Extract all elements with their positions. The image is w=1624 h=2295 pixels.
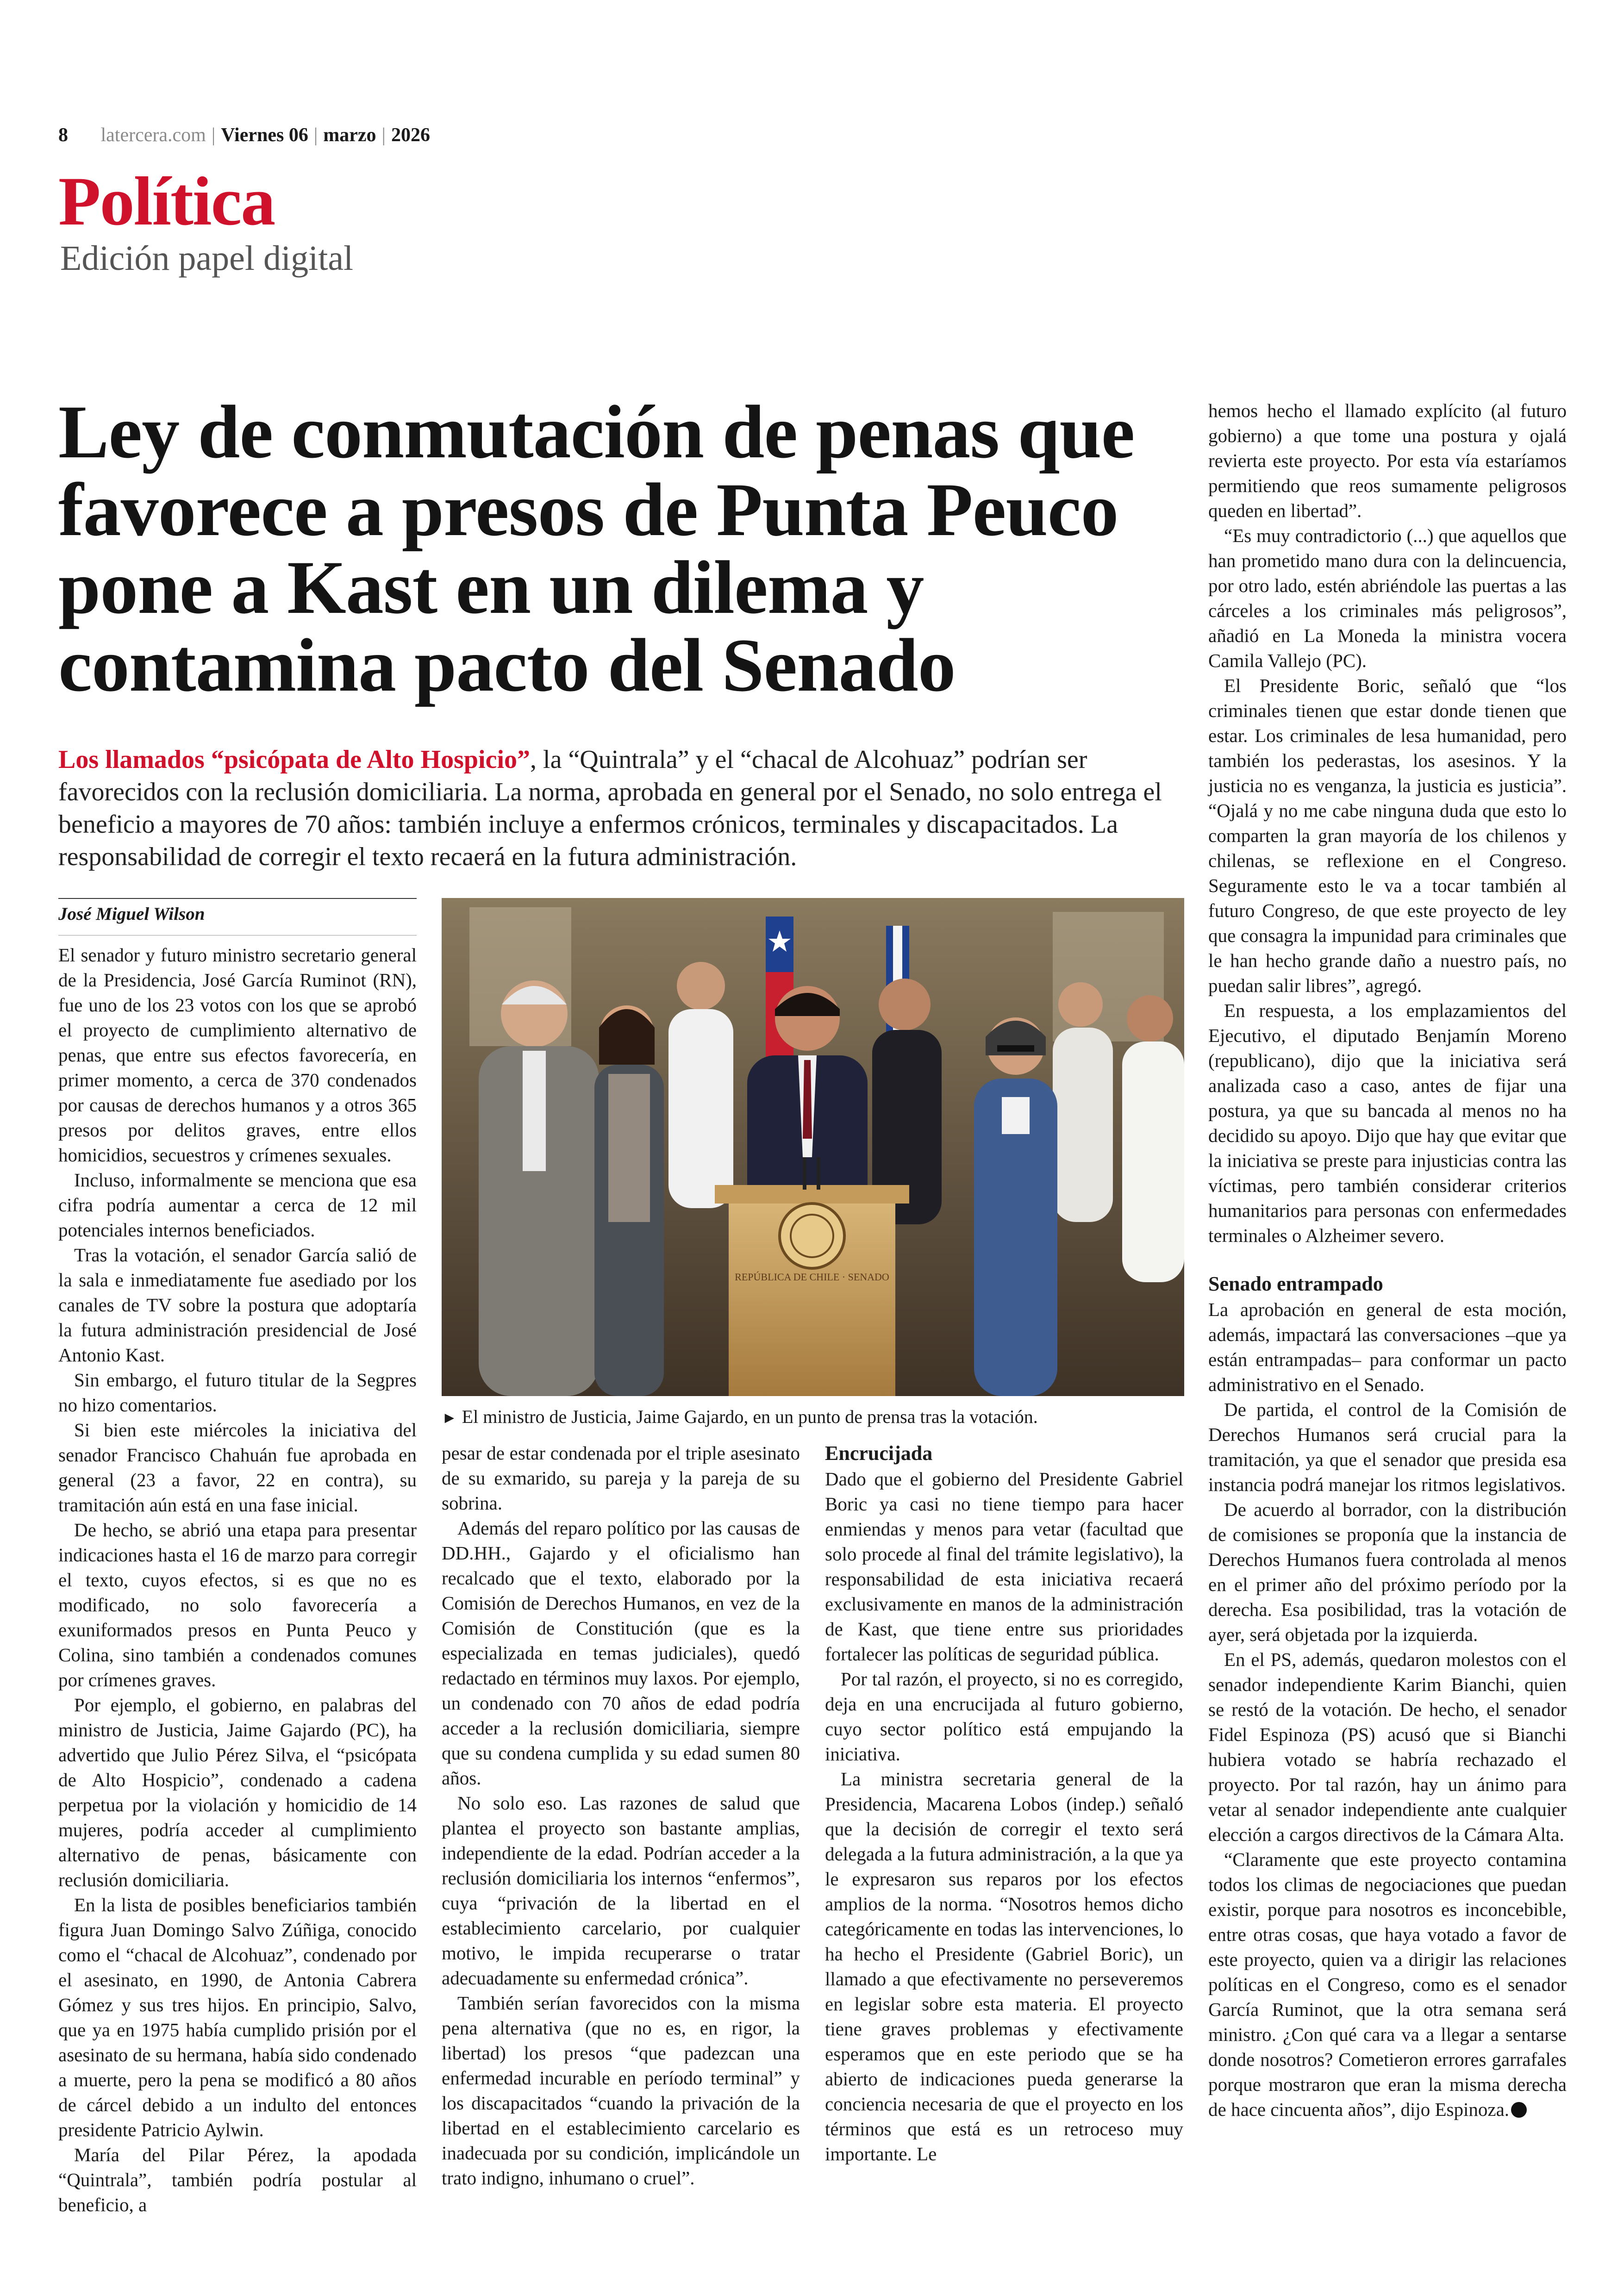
paragraph: El senador y futuro ministro secretario general de la Presidencia, José García Ruminot (RN), fue uno de los 23 votos con los que se aprobó el proyecto de cumplimiento alternativo de penas, que entre sus efectos favorecería, en primer momento, a cerca de 370 condenados por causas de derechos humanos y a otros 365 presos por delitos graves, entre ellos homicidios, secuestros y crímenes sexuales. bbox=[58, 944, 417, 1166]
issue-weekday: Viernes 06 bbox=[221, 125, 308, 146]
column-2 bbox=[442, 1441, 800, 2190]
paragraph: No solo eso. Las razones de salud que plantea el proyecto son bastante amplias, independiente de la edad. Podrían acceder a la reclusión domiciliaria los internos “enfermos”, cuya “privación de la libertad en el establecimiento carcelario, por cualquier motivo, le impida recuperarse o tratar adecuadamente su enfermedad crónica”. bbox=[442, 1792, 800, 1989]
paragraph bbox=[1208, 1847, 1567, 2122]
byline: José Miguel Wilson bbox=[58, 904, 205, 924]
section-title: Política bbox=[58, 163, 275, 240]
paragraph: En respuesta, a los emplazamientos del Ejecutivo, el diputado Benjamín Moreno (republicano), dijo que la iniciativa será analizada caso a caso, antes de fijar una postura, ya que su bancada al menos no ha decidido su apoyo. Dijo que hay que evitar que la iniciativa se preste para injusticias contra las víctimas, pero también considerar criterios humanitarios para personas con enfermedades terminales o Alzheimer severo. bbox=[1208, 1000, 1567, 1246]
page-number: 8 bbox=[58, 125, 68, 146]
byline-rule bbox=[58, 898, 417, 899]
paragraph: También serían favorecidos con la misma pena alternativa (que no es, en rigor, la libertad) los presos “que padezcan una enfermedad incurable en período terminal” y los discapacitados “cuando la privación de la libertad en el establecimiento carcelario es inadecuada por su condición, implicándole un trato indigno, inhumano o cruel”. bbox=[442, 1992, 800, 2189]
press-conference-photo bbox=[442, 898, 1184, 1396]
caption-arrow-icon: ► bbox=[442, 1409, 457, 1427]
issue-year: 2026 bbox=[391, 125, 430, 146]
paragraph: Por tal razón, el proyecto, si no es corregido, deja en una encrucijada al futuro gobierno, cuyo sector político está empujando la iniciativa. bbox=[825, 1668, 1183, 1765]
subheading-senado-entrampado: Senado entrampado bbox=[1208, 1272, 1383, 1295]
paragraph: hemos hecho el llamado explícito (al futuro gobierno) a que tome una postura y ojalá revierta este proyecto. Por esta vía estaríamos permitiendo que reos sumamente peligrosos queden en libertad”. bbox=[1208, 400, 1567, 521]
paragraph: Por ejemplo, el gobierno, en palabras del ministro de Justicia, Jaime Gajardo (PC), ha advertido que Julio Pérez Silva, el “psicópata de Alto Hospicio”, condenado a cadena perpetua por la violación y homicidio de 14 mujeres, podría acceder al cumplimiento alternativo de penas, básicamente con reclusión domiciliaria. bbox=[58, 1694, 417, 1890]
paragraph: El Presidente Boric, señaló que “los criminales tienen que estar donde tienen que estar. Los criminales de lesa humanidad, pero también los pederastas, los asesinos. Y la justicia no es venganza, la justicia es justicia”. “Ojalá y no me cabe ninguna duda que esto lo comparten la gran mayoría de los chilenos y chilenas, se reflexione en el Congreso. Seguramente esto le va a tocar también al futuro Congreso, de que este proyecto de ley que consagra la impunidad para criminales que le han hecho grande daño a nuestro país, no puedan salir libres”, agregó. bbox=[1208, 675, 1567, 996]
podium-seal-text: REPÚBLICA DE CHILE · SENADO bbox=[735, 1271, 889, 1283]
paragraph: De hecho, se abrió una etapa para presentar indicaciones hasta el 16 de marzo para corregir el texto, cuyos efectos, si es que no es modificado, no solo favorecería a exuniformados presos en Punta Peuco y Colina, sino también a condenados comunes por crímenes graves. bbox=[58, 1519, 417, 1690]
masthead-line: 8 latercera.com | Viernes 06 | marzo | 2026 bbox=[58, 125, 430, 146]
paragraph-text: “Claramente que este proyecto contamina todos los climas de negociaciones que puedan existir, porque para nosotros es inconcebible, entre otras cosas, que haya votado a favor de este proyecto, quien va a dirigir las relaciones políticas en el Congreso, como es el senador García Ruminot, que la otra semana será ministro. ¿Con qué cara va a llegar a sentarse donde nosotros? Cometieron errores garrafales porque mostraron que eran la misma derecha de hace cincuenta años”, dijo Espinoza. bbox=[1208, 1849, 1567, 2120]
caption-text: El ministro de Justicia, Jaime Gajardo, en un punto de prensa tras la votación. bbox=[462, 1406, 1038, 1427]
end-of-article-icon bbox=[1511, 2102, 1527, 2118]
paragraph: María del Pilar Pérez, la apodada “Quintrala”, también podría postular al beneficio, a bbox=[58, 2144, 417, 2215]
paragraph: Tras la votación, el senador García salió de la sala e inmediatamente fue asediado por los canales de TV sobre la postura que adoptaría la futura administración presidencial de José Antonio Kast. bbox=[58, 1244, 417, 1366]
subheading-encrucijada: Encrucijada bbox=[825, 1442, 933, 1465]
deck-highlight: Los llamados “psicópata de Alto Hospicio” bbox=[58, 745, 531, 774]
paragraph: De acuerdo al borrador, con la distribución de comisiones se proponía que la instancia de Derechos Humanos fuera controlada al menos en el primer año del próximo período por la derecha. Esa posibilidad, tras la votación de ayer, será objetada por la izquierda. bbox=[1208, 1499, 1567, 1645]
site-name: latercera.com bbox=[100, 125, 206, 146]
paragraph: pesar de estar condenada por el triple asesinato de su exmarido, su pareja y la pareja de su sobrina. bbox=[442, 1442, 800, 1514]
edition-label: Edición papel digital bbox=[60, 239, 354, 278]
column-3 bbox=[825, 1441, 1183, 2166]
paragraph: Incluso, informalmente se menciona que esa cifra podría aumentar a cerca de 12 mil potenciales internos beneficiados. bbox=[58, 1169, 417, 1241]
deck-text: , la “Quintrala” y el “chacal de Alcohuaz” podrían ser favorecidos con la reclusión domiciliaria. La norma, aprobada en general por el Senado, no solo entrega el beneficio a mayores de 70 años: también incluye a enfermos crónicos, terminales y discapacitados. La responsabilidad de corregir el texto recaerá en la futura administración. bbox=[58, 745, 1162, 871]
paragraph: En el PS, además, quedaron molestos con el senador independiente Karim Bianchi, quien se restó de la votación. De hecho, el senador Fidel Espinoza (PS) acusó que si Bianchi hubiera votado se habría rechazado el proyecto. Por tal razón, hay un ánimo para vetar al senador independiente ante cualquier elección a cargos directivos de la Cámara Alta. bbox=[1208, 1649, 1567, 1845]
paragraph: En la lista de posibles beneficiarios también figura Juan Domingo Salvo Zúñiga, conocido como el “chacal de Alcohuaz”, condenado por el asesinato, en 1990, de Antonia Cabrera Gómez y sus tres hijos. En principio, Salvo, que ya en 1975 había cumplido prisión por el asesinato de su hermana, había sido condenado a muerte, pero la pena se modificó a 80 años de cárcel debido a un indulto del entonces presidente Patricio Aylwin. bbox=[58, 1894, 417, 2140]
article-deck bbox=[58, 743, 1197, 873]
photo-caption bbox=[442, 1405, 1184, 1430]
paragraph: Si bien este miércoles la iniciativa del senador Francisco Chahuán fue aprobada en general (23 a favor, 22 en contra), su tramitación aún está en una fase inicial. bbox=[58, 1419, 417, 1515]
paragraph: De partida, el control de la Comisión de Derechos Humanos será crucial para la tramitación, ya que el senador que presida esa instancia podrá manejar los ritmos legislativos. bbox=[1208, 1399, 1567, 1495]
issue-month: marzo bbox=[323, 125, 376, 146]
column-1 bbox=[58, 942, 417, 2217]
photo-illustration bbox=[442, 898, 1184, 1396]
paragraph: Dado que el gobierno del Presidente Gabriel Boric ya casi no tiene tiempo para hacer enmiendas y menos para vetar (facultad que solo procede al final del trámite legislativo), la responsabilidad de esta iniciativa recaerá exclusivamente en manos de la administración de Kast, que tiene entre sus prioridades fortalecer las políticas de seguridad pública. bbox=[825, 1468, 1183, 1665]
column-4 bbox=[1208, 398, 1567, 2122]
paragraph: Además del reparo político por las causas de DD.HH., Gajardo y el oficialismo han recalcado que el texto, elaborado por la Comisión de Derechos Humanos, en vez de la Comisión de Constitución (que es la especializada en temas judiciales), quedó redactado en términos muy laxos. Por ejemplo, un condenado con 70 años de edad podría acceder a la reclusión domiciliaria, siempre que su condena cumplida y su edad sumen 80 años. bbox=[442, 1517, 800, 1789]
paragraph: La aprobación en general de esta moción, además, impactará las conversaciones –que ya están entrampadas– para conformar un pacto administrativo en el Senado. bbox=[1208, 1299, 1567, 1395]
paragraph: La ministra secretaria general de la Presidencia, Macarena Lobos (indep.) señaló que la decisión de corregir el texto será delegada a la futura administración, a la que ya le expresaron sus reparos por los efectos amplios de la norma. “Nosotros hemos dicho categóricamente en todas las intervenciones, lo ha hecho el Presidente (Gabriel Boric), un llamado a que efectivamente no perseveremos en legislar sobre esta materia. El proyecto tiene graves problemas y efectivamente esperamos que en este periodo que se ha abierto de indicaciones pueda generarse la conciencia necesaria de que el proyecto en los términos que está es un retroceso muy importante. Le bbox=[825, 1768, 1183, 2164]
paragraph: “Es muy contradictorio (...) que aquellos que han prometido mano dura con la delincuencia, por otro lado, estén abriéndole las puertas a las cárceles a los criminales más peligrosos”, añadió en La Moneda la ministra vocera Camila Vallejo (PC). bbox=[1208, 525, 1567, 671]
paragraph: Sin embargo, el futuro titular de la Segpres no hizo comentarios. bbox=[58, 1369, 417, 1416]
article-headline: Ley de conmutación de penas que favorece a presos de Punta Peuco pone a Kast en un dilema y contamina pacto del Senado bbox=[58, 390, 1135, 707]
